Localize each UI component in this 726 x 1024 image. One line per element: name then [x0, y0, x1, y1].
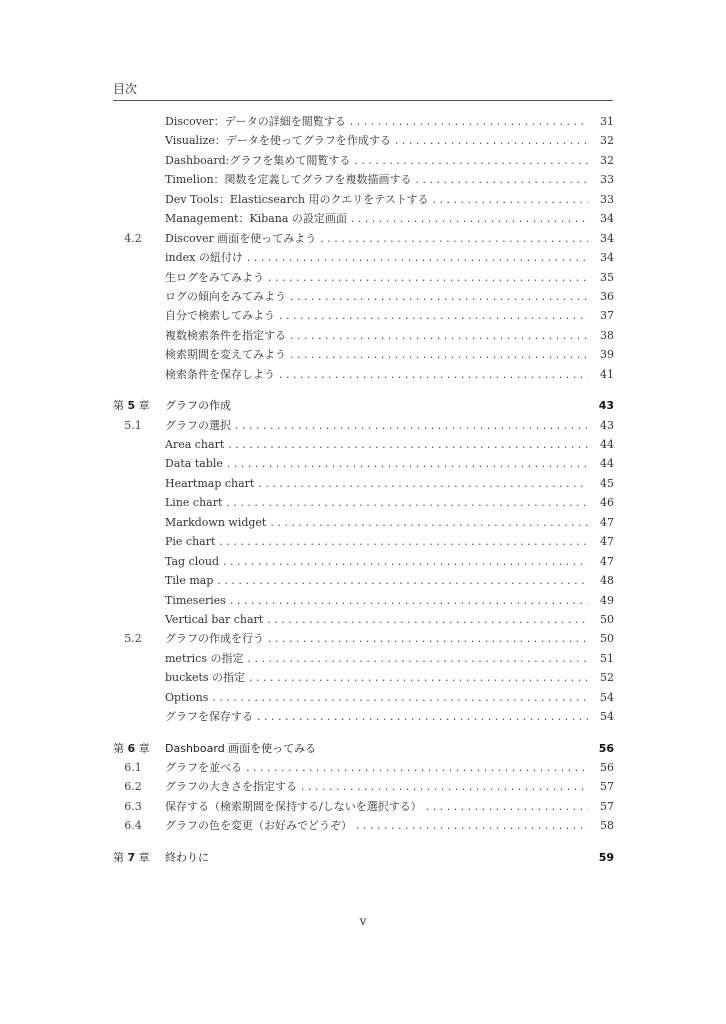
entry-page: 33: [600, 192, 614, 206]
entry-page: 34: [600, 212, 614, 226]
entry-page: 58: [600, 819, 614, 833]
entry-title: Tag cloud: [165, 552, 223, 571]
entry-page: 57: [600, 780, 614, 794]
toc-entry[interactable]: [113, 610, 614, 629]
toc-entry[interactable]: [113, 326, 614, 345]
dot-leader: [290, 287, 588, 306]
dot-leader: [258, 474, 588, 493]
toc-entry[interactable]: [113, 816, 614, 835]
toc-entry[interactable]: [113, 112, 614, 131]
toc-entry[interactable]: [113, 649, 614, 668]
entry-title: 検索条件を保存しよう: [165, 365, 279, 384]
chapter-number: 第 5 章: [113, 399, 150, 413]
dot-leader: [433, 190, 588, 209]
entry-title: Timelion：関数を定義してグラフを複数描画する: [165, 170, 416, 189]
dot-leader: [247, 649, 588, 668]
entry-title: Visualize：データを使ってグラフを作成する: [165, 131, 395, 150]
entry-page: 34: [600, 231, 614, 245]
toc-entry[interactable]: [113, 532, 614, 551]
entry-title: Tile map: [165, 571, 217, 590]
toc-entry[interactable]: [113, 758, 614, 777]
chapter-page: 43: [598, 399, 614, 413]
toc-entry[interactable]: [113, 229, 614, 248]
dot-leader: [290, 345, 588, 364]
entry-title: 保存する（検索期間を保持する/しないを選択する）: [165, 797, 426, 816]
entry-title: Line chart: [165, 493, 226, 512]
header-title: 目次: [113, 82, 138, 96]
dot-leader: [395, 131, 588, 150]
entry-page: 50: [600, 612, 614, 626]
dot-leader: [351, 209, 588, 228]
running-header: [113, 78, 613, 101]
dot-leader: [249, 668, 588, 687]
entry-title: Pie chart: [165, 532, 219, 551]
toc-chapter-7[interactable]: [113, 848, 614, 867]
section-number: 6.1: [124, 761, 142, 774]
dot-leader: [416, 170, 588, 189]
entry-page: 35: [600, 270, 614, 284]
chapter-title: グラフの作成: [165, 396, 235, 415]
entry-title: Discover 画面を使ってみよう: [165, 229, 320, 248]
entry-title: Dev Tools：Elasticsearch 用のクエリをテストする: [165, 190, 433, 209]
section-number: 6.4: [124, 819, 142, 833]
toc-entry[interactable]: [113, 287, 614, 306]
entry-page: 57: [600, 799, 614, 813]
toc-entry[interactable]: [113, 209, 614, 228]
dot-leader: [227, 454, 588, 473]
toc-entry[interactable]: [113, 707, 614, 726]
toc-entry[interactable]: [113, 513, 614, 532]
dot-leader: [356, 816, 588, 835]
dot-leader: [279, 306, 588, 325]
section-number: 6.3: [124, 799, 142, 813]
entry-page: 45: [600, 476, 614, 490]
dot-leader: [212, 688, 588, 707]
toc-entry[interactable]: [113, 688, 614, 707]
toc-entry[interactable]: [113, 170, 614, 189]
entry-page: 32: [600, 153, 614, 167]
entry-title: Heartmap chart: [165, 474, 258, 493]
entry-page: 56: [600, 761, 614, 774]
entry-page: 39: [600, 348, 614, 362]
entry-title: 検索期間を変えてみよう: [165, 345, 290, 364]
entry-title: 複数検索条件を指定する: [165, 326, 290, 345]
dot-leader: [219, 532, 588, 551]
toc-entry[interactable]: [113, 591, 614, 610]
chapter-number: 第 6 章: [113, 741, 150, 755]
dot-leader: [267, 610, 588, 629]
entry-page: 50: [600, 632, 614, 646]
toc-entry[interactable]: [113, 131, 614, 150]
toc-entry[interactable]: [113, 454, 614, 473]
toc-entry[interactable]: [113, 571, 614, 590]
entry-title: Timeseries: [165, 591, 230, 610]
toc-entry[interactable]: [113, 268, 614, 287]
entry-page: 48: [600, 574, 614, 588]
entry-page: 49: [600, 593, 614, 607]
entry-title: Data table: [165, 454, 227, 473]
chapter-page: 56: [598, 741, 614, 755]
dot-leader: [354, 151, 588, 170]
entry-title: index の紐付け: [165, 248, 247, 267]
entry-title: metrics の指定: [165, 649, 247, 668]
toc-entry[interactable]: [113, 365, 614, 384]
entry-page: 38: [600, 328, 614, 342]
chapter-title: Dashboard 画面を使ってみる: [165, 739, 320, 758]
section-number: 5.1: [124, 418, 142, 432]
dot-leader: [235, 416, 588, 435]
section-number: 6.2: [124, 780, 142, 794]
entry-title: Area chart: [165, 435, 228, 454]
dot-leader: [268, 629, 588, 648]
entry-title: グラフの色を変更（お好みでどうぞ）: [165, 816, 356, 835]
toc-entry[interactable]: [113, 629, 614, 648]
dot-leader: [230, 591, 588, 610]
entry-page: 46: [600, 496, 614, 510]
entry-page: 33: [600, 173, 614, 187]
entry-page: 47: [600, 535, 614, 549]
toc-entry[interactable]: [113, 797, 614, 816]
entry-title: グラフの大きさを指定する: [165, 777, 301, 796]
table-of-contents: [113, 112, 614, 867]
entry-page: 52: [600, 671, 614, 685]
entry-title: Discover：データの詳細を閲覧する: [165, 112, 350, 131]
toc-entry[interactable]: [113, 345, 614, 364]
entry-page: 51: [600, 651, 614, 665]
entry-title: Management：Kibana の設定画面: [165, 209, 351, 228]
entry-title: グラフを保存する: [165, 707, 257, 726]
toc-entry[interactable]: [113, 668, 614, 687]
section-number: 5.2: [124, 632, 142, 646]
toc-entry[interactable]: [113, 190, 614, 209]
entry-page: 43: [600, 418, 614, 432]
toc-entry[interactable]: [113, 474, 614, 493]
entry-page: 37: [600, 309, 614, 323]
entry-title: ログの傾向をみてみよう: [165, 287, 290, 306]
entry-page: 44: [600, 438, 614, 451]
dot-leader: [270, 513, 588, 532]
toc-entry[interactable]: [113, 777, 614, 796]
dot-leader: [226, 493, 588, 512]
entry-title: buckets の指定: [165, 668, 249, 687]
dot-leader: [320, 229, 588, 248]
entry-page: 54: [600, 690, 614, 704]
toc-entry[interactable]: [113, 435, 614, 454]
entry-page: 36: [600, 289, 614, 303]
entry-page: 31: [600, 115, 614, 128]
entry-page: 54: [600, 710, 614, 724]
entry-title: Markdown widget: [165, 513, 270, 532]
chapter-page: 59: [598, 850, 614, 864]
dot-leader: [257, 707, 588, 726]
toc-entry[interactable]: [113, 151, 614, 170]
toc-entry[interactable]: [113, 552, 614, 571]
dot-leader: [290, 326, 588, 345]
dot-leader: [223, 552, 588, 571]
toc-entry[interactable]: [113, 306, 614, 325]
dot-leader: [247, 248, 588, 267]
dot-leader: [426, 797, 588, 816]
page-number: v: [359, 914, 367, 928]
entry-title: Vertical bar chart: [165, 610, 267, 629]
dot-leader: [279, 365, 588, 384]
entry-title: グラフを並べる: [165, 758, 246, 777]
entry-title: Options: [165, 688, 212, 707]
chapter-number: 第 7 章: [113, 850, 150, 864]
toc-entry[interactable]: [113, 493, 614, 512]
entry-title: Dashboard:グラフを集めて閲覧する: [165, 151, 354, 170]
entry-page: 32: [600, 134, 614, 148]
toc-chapter-5[interactable]: [113, 396, 614, 415]
toc-entry[interactable]: [113, 416, 614, 435]
toc-chapter-6[interactable]: [113, 739, 614, 758]
entry-title: グラフの作成を行う: [165, 629, 268, 648]
entry-title: グラフの選択: [165, 416, 235, 435]
dot-leader: [217, 571, 588, 590]
chapter-title: 終わりに: [165, 848, 213, 867]
dot-leader: [246, 758, 588, 777]
toc-entry[interactable]: [113, 248, 614, 267]
dot-leader: [228, 435, 588, 454]
entry-page: 47: [600, 515, 614, 529]
entry-title: 生ログをみてみよう: [165, 268, 268, 287]
entry-page: 44: [600, 457, 614, 471]
entry-page: 34: [600, 251, 614, 265]
dot-leader: [268, 268, 588, 287]
entry-page: 41: [600, 367, 614, 381]
entry-title: 自分で検索してみよう: [165, 306, 279, 325]
dot-leader: [301, 777, 588, 796]
entry-page: 47: [600, 554, 614, 568]
section-number: 4.2: [124, 231, 142, 245]
dot-leader: [350, 112, 588, 131]
